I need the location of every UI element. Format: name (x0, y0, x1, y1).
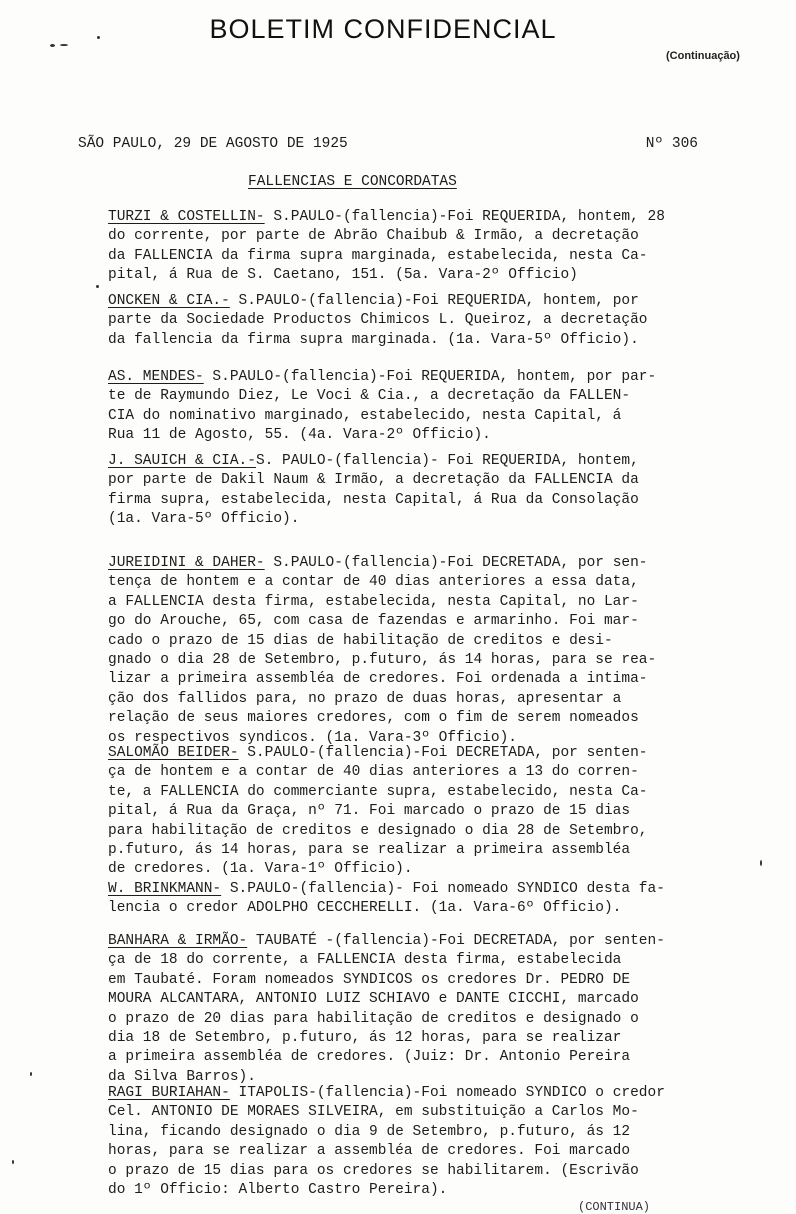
entry-line: gnado o dia 28 de Setembro, p.futuro, ás 14 horas, para se rea- (108, 652, 657, 669)
entry-line: lizar a primeira assembléa de credores. Foi ordenada a intima- (108, 671, 648, 688)
ink-speck (30, 1072, 32, 1076)
entry-text: S.PAULO-(fallencia)-Foi REQUERIDA, hontem, 28 (264, 209, 665, 225)
entry-line (108, 554, 656, 573)
entry-text: S.PAULO-(fallencia)-Foi DECRETADA, por sen- (264, 555, 648, 571)
entry-line: da FALLENCIA da firma supra marginada, estabelecida, nesta Ca- (108, 247, 648, 264)
continua-label: (CONTINUA) (578, 1200, 651, 1214)
entry-firm-name: W. BRINKMANN- (108, 881, 222, 897)
entry-line: o prazo de 20 dias para habilitação de creditos e designado o (108, 1010, 639, 1027)
entry-line: cado o prazo de 15 dias de habilitação de creditos e desi- (108, 632, 613, 649)
bulletin-entry (108, 208, 665, 286)
entry-line: a FALLENCIA desta firma, estabelecida, nesta Capital, no Lar- (108, 593, 639, 610)
entry-line: MOURA ALCANTARA, ANTONIO LUIZ SCHIAVO e DANTE CICCHI, marcado (108, 991, 639, 1008)
entry-text: S.PAULO-(fallencia)-Foi REQUERIDA, hontem, por (229, 293, 639, 309)
dateline (78, 136, 698, 152)
entry-line: te, a FALLENCIA do commerciante supra, estabelecido, nesta Ca- (108, 783, 648, 800)
entry-firm-name: TURZI & COSTELLIN- (108, 209, 265, 225)
entry-line: em Taubaté. Foram nomeados SYNDICOS os credores Dr. PEDRO DE (108, 971, 631, 988)
entry-line: do 1º Officio: Alberto Castro Pereira). (108, 1182, 448, 1199)
entry-line: de credores. (1a. Vara-1º Officio). (108, 861, 413, 878)
ink-speck (97, 36, 100, 39)
entry-line: ça de 18 do corrente, a FALLENCIA desta firma, estabelecida (108, 952, 622, 969)
entry-line (108, 452, 639, 471)
entry-line: pital, á Rua de S. Caetano, 151. (5a. Vara-2º Officio) (108, 267, 578, 284)
bulletin-entry (108, 1084, 665, 1200)
entry-firm-name: JUREIDINI & DAHER- (108, 555, 265, 571)
entry-line: do corrente, por parte de Abrão Chaibub & Irmão, a decretação (108, 228, 639, 245)
entry-firm-name: J. SAUICH & CIA.- (108, 453, 256, 469)
entry-firm-name: BANHARA & IRMÃO- (108, 933, 248, 949)
entry-line (108, 1084, 665, 1103)
ink-speck (50, 44, 55, 47)
entry-text: S.PAULO-(fallencia)-Foi DECRETADA, por senten- (238, 745, 648, 761)
entry-firm-name: AS. MENDES- (108, 369, 204, 385)
entry-line: ça de hontem e a contar de 40 dias anteriores a 13 do corren- (108, 764, 639, 781)
bulletin-entry (108, 368, 656, 446)
bulletin-entry (108, 452, 639, 530)
entry-line (108, 208, 665, 227)
entry-line: para habilitação de creditos e designado o dia 28 de Setembro, (108, 822, 648, 839)
entry-line: go do Arouche, 65, com casa de fazendas e armarinho. Foi mar- (108, 613, 639, 630)
entry-line: o prazo de 15 dias para os credores se habilitarem. (Escrivão (108, 1162, 639, 1179)
entry-line: relação de seus maiores credores, com o fim de serem nomeados (108, 710, 639, 727)
bulletin-entry (108, 554, 656, 748)
entry-text: S.PAULO-(fallencia)- Foi nomeado SYNDICO desta fa- (221, 881, 665, 897)
entry-firm-name: SALOMÃO BEIDER- (108, 745, 239, 761)
entry-firm-name: RAGI BURIAHAN- (108, 1085, 230, 1101)
entry-line (108, 292, 648, 311)
bulletin-title: BOLETIM CONFIDENCIAL (209, 14, 557, 44)
entry-line: CIA do nominativo marginado, estabelecido, nesta Capital, á (108, 407, 622, 424)
entry-line: parte da Sociedade Productos Chimicos L. Queiroz, a decretação (108, 312, 648, 329)
entry-line (108, 368, 656, 387)
entry-line: pital, á Rua da Graça, nº 71. Foi marcado o prazo de 15 dias (108, 803, 631, 820)
entry-line (108, 744, 648, 763)
entry-line: p.futuro, ás 14 horas, para se realizar a primeira assembléa (108, 842, 631, 859)
entry-line: tença de hontem e a contar de 40 dias anteriores a essa data, (108, 574, 639, 591)
entry-line: te de Raymundo Diez, Le Voci & Cia., a decretação da FALLEN- (108, 388, 631, 405)
place-date: SÃO PAULO, 29 DE AGOSTO DE 1925 (78, 136, 348, 152)
entry-line: da fallencia da firma supra marginada. (1a. Vara-5º Officio). (108, 331, 639, 348)
entry-text: ITAPOLIS-(fallencia)-Foi nomeado SYNDICO o credor (229, 1085, 665, 1101)
entry-line: da Silva Barros). (108, 1068, 256, 1085)
section-heading: FALLENCIAS E CONCORDATAS (248, 174, 457, 190)
bulletin-entry (108, 880, 665, 919)
entry-line: Rua 11 de Agosto, 55. (4a. Vara-2º Officio). (108, 427, 491, 444)
continuation-label: (Continuação) (666, 50, 740, 62)
ink-speck (60, 44, 68, 46)
entry-line: lina, ficando designado o dia 9 de Setembro, p.futuro, ás 12 (108, 1123, 631, 1140)
entry-line: firma supra, estabelecida, nesta Capital, á Rua da Consolação (108, 491, 639, 508)
entry-line: horas, para se realizar a assembléa de credores. Foi marcado (108, 1143, 631, 1160)
ink-speck (12, 1160, 14, 1164)
entry-text: S.PAULO-(fallencia)-Foi REQUERIDA, hontem, por par- (203, 369, 657, 385)
bulletin-entry (108, 292, 648, 350)
entry-text: S. PAULO-(fallencia)- Foi REQUERIDA, hontem, (255, 453, 639, 469)
entry-line (108, 880, 665, 899)
ink-speck (760, 860, 762, 866)
bulletin-entry (108, 744, 648, 880)
entry-line: Cel. ANTONIO DE MORAES SILVEIRA, em substituição a Carlos Mo- (108, 1104, 639, 1121)
entry-line: (1a. Vara-5º Officio). (108, 511, 300, 528)
entry-firm-name: ONCKEN & CIA.- (108, 293, 230, 309)
entry-line: os respectivos syndicos. (1a. Vara-3º Officio). (108, 729, 517, 746)
entry-line: a primeira assembléa de credores. (Juiz: Dr. Antonio Pereira (108, 1049, 631, 1066)
bulletin-number: Nº 306 (645, 136, 698, 152)
ink-speck (96, 285, 99, 288)
entry-line (108, 932, 665, 951)
entry-line: dia 18 de Setembro, p.futuro, ás 12 horas, para se realizar (108, 1030, 622, 1047)
entry-text: TAUBATÉ -(fallencia)-Foi DECRETADA, por senten- (247, 933, 665, 949)
bulletin-entry (108, 932, 665, 1087)
entry-line: ção dos fallidos para, no prazo de duas horas, apresentar a (108, 690, 622, 707)
entry-line: lencia o credor ADOLPHO CECCHERELLI. (1a. Vara-6º Officio). (108, 900, 622, 917)
entry-line: por parte de Dakil Naum & Irmão, a decretação da FALLENCIA da (108, 472, 639, 489)
